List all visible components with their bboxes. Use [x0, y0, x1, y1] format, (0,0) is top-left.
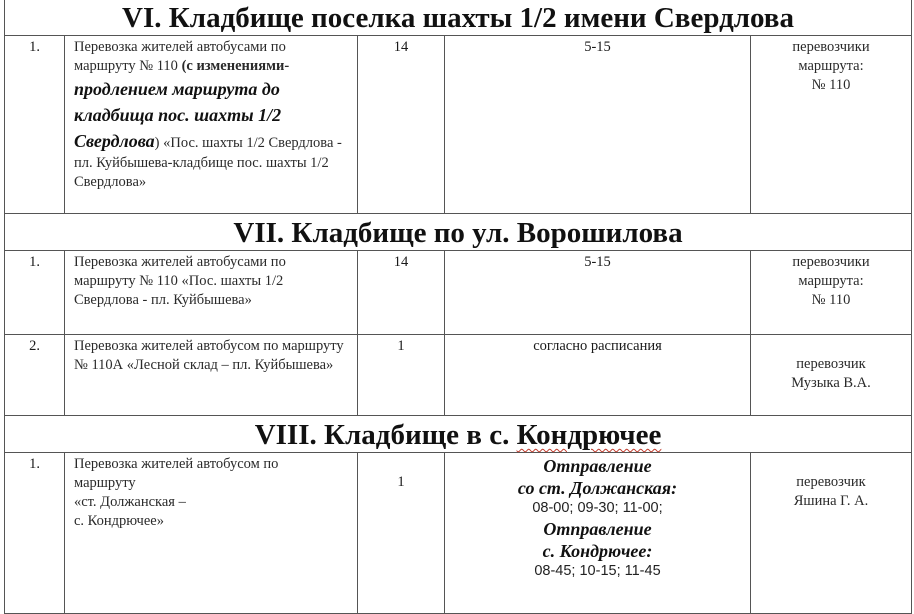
row-number: 2. [5, 335, 65, 416]
desc-line: Перевозка жителей автобусом по [74, 456, 279, 472]
section-heading-row [5, 214, 912, 251]
desc-text: Перевозка жителей автобусами по маршруту № 110 [74, 39, 286, 74]
carrier [751, 36, 912, 214]
route-description: Перевозка жителей автобусом по маршруту № 110А «Лесной склад – пл. Куйбышева» [65, 335, 358, 416]
row-number: 1. [5, 36, 65, 214]
bus-count: 1 [358, 453, 445, 614]
desc-paren: ) [154, 135, 160, 151]
desc-bold: (с изменениями- [181, 58, 290, 74]
bus-count: 14 [358, 251, 445, 335]
carrier-line: перевозчики [792, 39, 870, 55]
schedule-heading: с. Кондрючее: [542, 541, 653, 561]
schedule [445, 453, 751, 614]
schedule-heading: со ст. Должанская: [517, 478, 678, 498]
spellcheck-underlined-word: Кондрючее [516, 419, 662, 451]
desc-bold-italic: продлением маршрута до кладбища пос. шахты 1/2 Свердлова [74, 79, 282, 151]
carrier [751, 335, 912, 416]
route-description: Перевозка жителей автобусами по маршруту № 110 «Пос. шахты 1/2 Свердлова - пл. Куйбышева» [65, 251, 358, 335]
carrier-line: Яшина Г. А. [793, 493, 869, 509]
carrier-line: перевозчики [792, 254, 870, 270]
row-number: 1. [5, 251, 65, 335]
table-row [5, 453, 912, 614]
table-row [5, 36, 912, 214]
section-heading-row [5, 416, 912, 453]
schedule-heading: Отправление [543, 519, 652, 539]
cemetery-transport-table [4, 0, 912, 614]
desc-line: маршруту [74, 475, 136, 491]
carrier-line: перевозчик [796, 474, 866, 490]
carrier-line: маршрута: [798, 273, 864, 289]
schedule-times: 08-00; 09-30; 11-00; [532, 500, 663, 516]
carrier-line: Музыка В.А. [791, 375, 871, 391]
heading-text: VIII. Кладбище в с. [254, 419, 517, 451]
route-description [65, 36, 358, 214]
interval: согласно расписания [445, 335, 751, 416]
section-heading-vii: VII. Кладбище по ул. Ворошилова [5, 214, 912, 251]
interval: 5-15 [445, 36, 751, 214]
route-description [65, 453, 358, 614]
document-page [4, 0, 911, 614]
row-number: 1. [5, 453, 65, 614]
bus-count: 14 [358, 36, 445, 214]
schedule-times: 08-45; 10-15; 11-45 [534, 563, 661, 579]
schedule-heading: Отправление [543, 456, 652, 476]
carrier-line: перевозчик [796, 356, 866, 372]
bus-count: 1 [358, 335, 445, 416]
section-heading-row [5, 0, 912, 36]
interval: 5-15 [445, 251, 751, 335]
desc-text-2: «Пос. шахты 1/2 Свердлова - пл. Куйбышева-кладбище пос. шахты 1/2 Свердлова» [74, 135, 342, 190]
table-row [5, 335, 912, 416]
carrier [751, 251, 912, 335]
carrier-line: № 110 [811, 77, 851, 93]
desc-line: «ст. Должанская – [74, 494, 186, 510]
table-row [5, 251, 912, 335]
carrier-line: № 110 [811, 292, 851, 308]
carrier-line: маршрута: [798, 58, 864, 74]
desc-line: с. Кондрючее» [74, 513, 164, 529]
section-heading-vi: VI. Кладбище поселка шахты 1/2 имени Свердлова [5, 0, 912, 36]
section-heading-viii [5, 416, 912, 453]
carrier [751, 453, 912, 614]
